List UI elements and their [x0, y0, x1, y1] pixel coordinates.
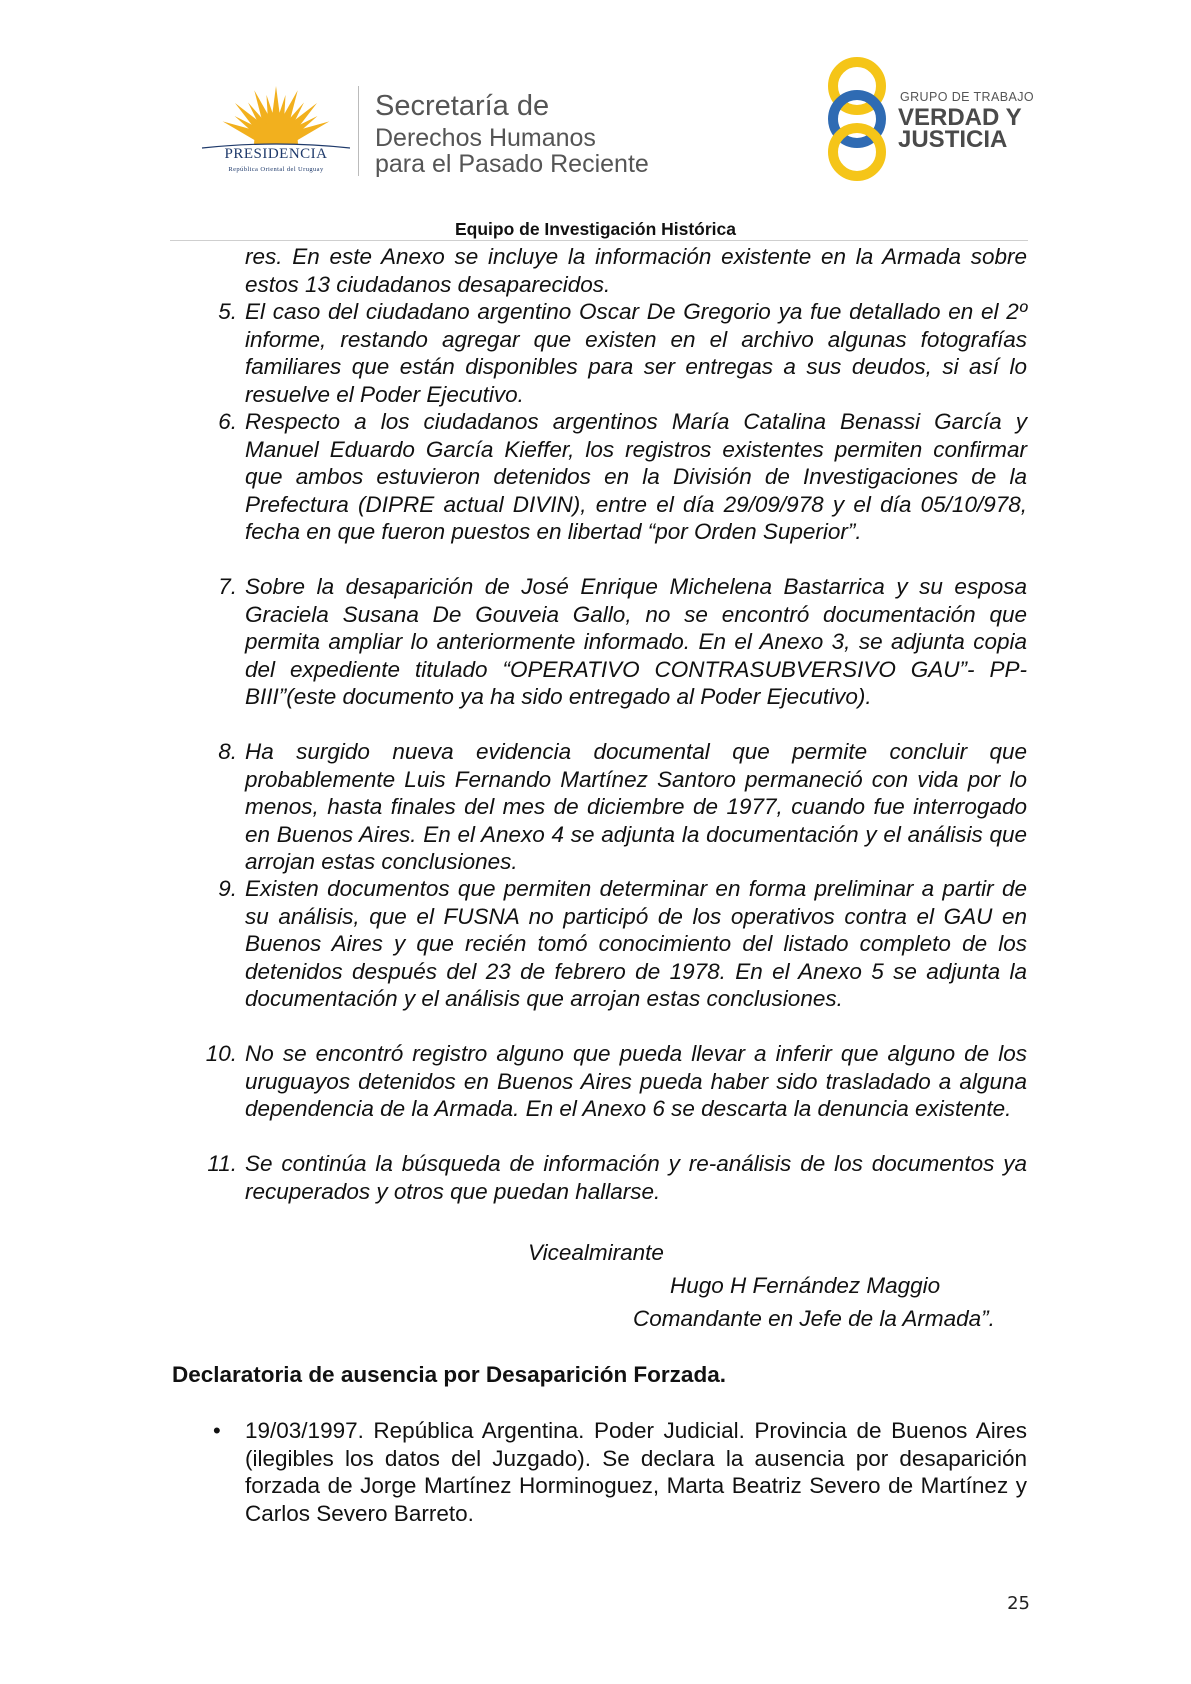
list-item-text: Se continúa la búsqueda de información y re-análisis de los documentos ya recuperados y otros que puedan hallarse.: [245, 1151, 1027, 1204]
secretaria-line-1: Secretaría de: [375, 90, 550, 122]
list-item-number: 10.: [205, 1041, 237, 1066]
justicia-label: JUSTICIA: [898, 126, 1008, 153]
list-item-number: 8.: [218, 739, 237, 764]
signature-name: Hugo H Fernández Maggio: [670, 1273, 941, 1298]
list-item-text: El caso del ciudadano argentino Oscar De Gregorio ya fue detallado en el 2º informe, restando agregar que existen en el archivo algunas fotografías familiares que están disponibles para ser entregas a sus deudos, si así lo resuelve el Poder Ejecutivo.: [245, 299, 1027, 407]
list-item-number: 9.: [218, 876, 237, 901]
list-item-text: Respecto a los ciudadanos argentinos María Catalina Benassi García y Manuel Eduardo García Kieffer, los registros existentes permiten confirmar que ambos estuvieron detenidos en la División de Investigaciones de la Prefectura (DIPRE actual DIVIN), entre el día 29/09/978 y el día 05/10/978, fecha en que fueron puestos en libertad “por Orden Superior”.: [245, 409, 1027, 544]
section-heading: Declaratoria de ausencia por Desaparición Forzada.: [172, 1362, 726, 1387]
signature-rank: Vicealmirante: [528, 1240, 664, 1265]
list-item-number: 6.: [218, 409, 237, 434]
list-item-text: Ha surgido nueva evidencia documental que permite concluir que probablemente Luis Fernando Martínez Santoro permaneció con vida por lo menos, hasta finales del mes de diciembre de 1977, cuando fue interrogado en Buenos Aires. En el Anexo 4 se adjunta la documentación y el análisis que arrojan estas conclusiones.: [245, 739, 1027, 874]
page-header: [0, 0, 1191, 245]
secretaria-line-3: para el Pasado Reciente: [375, 150, 649, 178]
verdad-label: VERDAD Y: [898, 104, 1022, 131]
list-item-number: 7.: [218, 574, 237, 599]
presidencia-subtitle: República Oriental del Uruguay: [228, 166, 324, 173]
list-item-text: Sobre la desaparición de José Enrique Michelena Bastarrica y su esposa Graciela Susana De Gouveia Gallo, no se encontró documentación que permita ampliar lo anteriormente informado. En el Anexo 3, se adjunta copia del expediente titulado “OPERATIVO CONTRASUBVERSIVO GAU”- PP-BIII”(este documento ya ha sido entregado al Poder Ejecutivo).: [245, 574, 1027, 709]
bullet-icon: •: [213, 1418, 221, 1443]
team-title: Equipo de Investigación Histórica: [454, 219, 737, 239]
list-item-number: 5.: [218, 299, 237, 324]
presidencia-title: PRESIDENCIA: [224, 146, 328, 162]
bullet-text: 19/03/1997. República Argentina. Poder Judicial. Provincia de Buenos Aires (ilegibles los datos del Juzgado). Se declara la ausencia por desaparición forzada de Jorge Martínez Horminoguez, Marta Beatriz Severo de Martínez y Carlos Severo Barreto.: [245, 1418, 1027, 1526]
list-item-number: 11.: [207, 1151, 237, 1176]
secretaria-line-2: Derechos Humanos: [375, 124, 596, 152]
header-divider: [170, 240, 1028, 241]
verdad-justicia-rings-icon: [822, 56, 892, 182]
signature-role: Comandante en Jefe de la Armada”.: [633, 1306, 995, 1331]
page-number: 25: [1007, 1593, 1030, 1614]
logo-divider: [358, 86, 359, 176]
grupo-trabajo-label: GRUPO DE TRABAJO: [900, 90, 1034, 104]
list-item-text: Existen documentos que permiten determinar en forma preliminar a partir de su análisis, que el FUSNA no participó de los operativos contra el GAU en Buenos Aires y que recién tomó conocimiento del listado completo de los detenidos después del 23 de febrero de 1978. En el Anexo 5 se adjunta la documentación y el análisis que arrojan estas conclusiones.: [245, 876, 1027, 1011]
continuation-text: res. En este Anexo se incluye la información existente en la Armada sobre estos 13 ciudadanos desaparecidos.: [245, 244, 1027, 297]
list-item-text: No se encontró registro alguno que pueda llevar a inferir que alguno de los uruguayos detenidos en Buenos Aires pueda haber sido trasladado a alguna dependencia de la Armada. En el Anexo 6 se descarta la denuncia existente.: [245, 1041, 1027, 1121]
